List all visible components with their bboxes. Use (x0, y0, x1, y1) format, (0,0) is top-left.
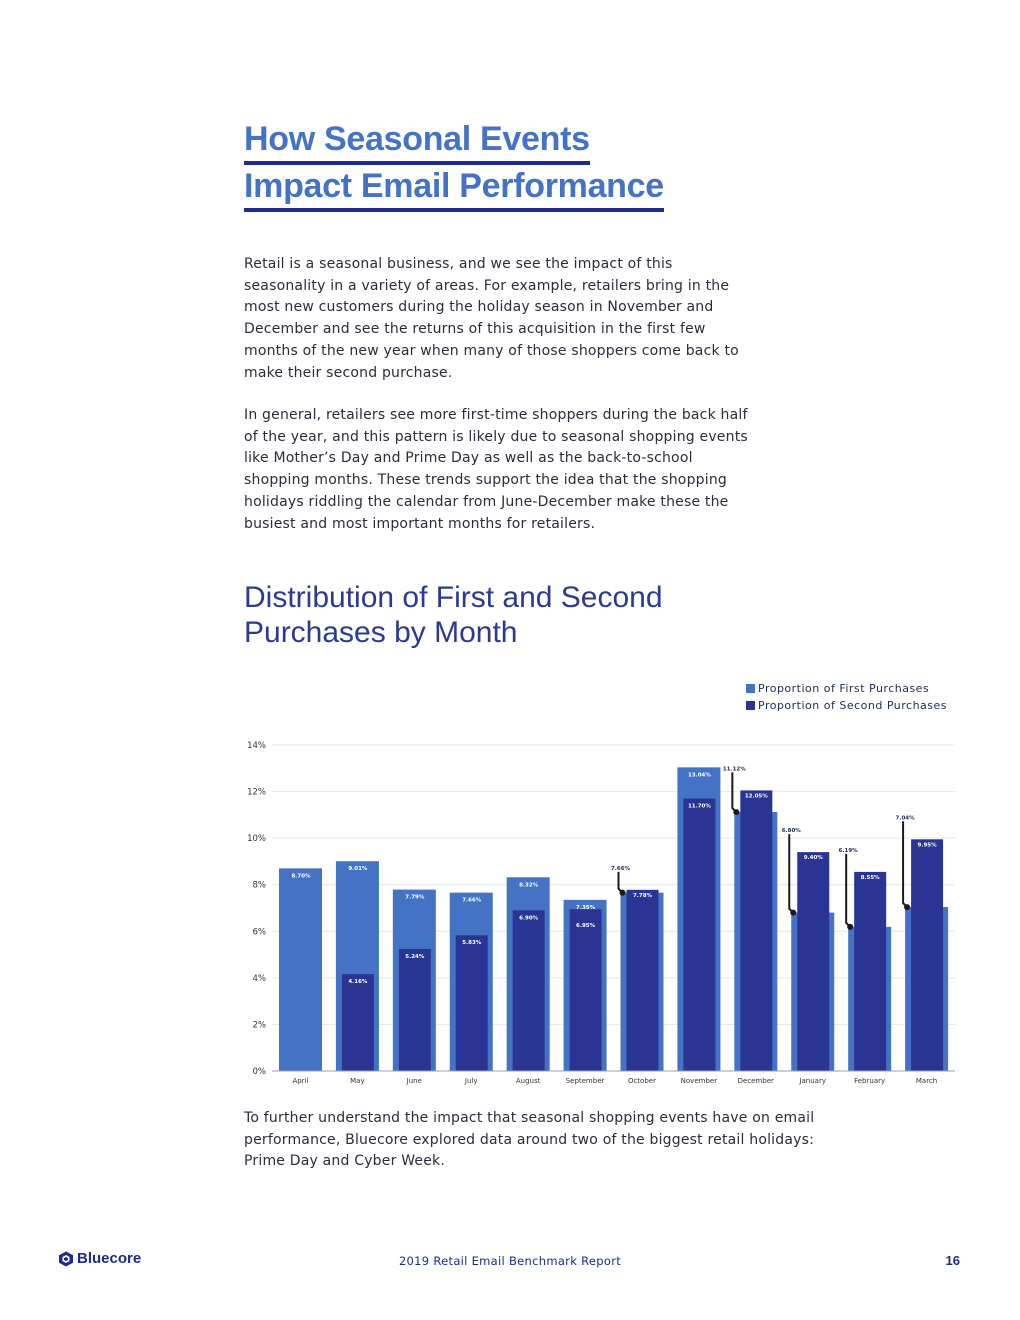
y-tick-label: 2% (252, 1020, 266, 1031)
data-label-first: 8.32% (519, 882, 539, 889)
page-title-line-2: Impact Email Performance (244, 165, 664, 212)
page-title-line-1: How Seasonal Events (244, 118, 590, 165)
legend-label-second: Proportion of Second Purchases (758, 699, 948, 712)
y-tick-label: 0% (252, 1067, 266, 1077)
callout-marker (847, 924, 853, 930)
callout-line (732, 772, 736, 812)
callout-line (846, 854, 850, 927)
x-tick-label: January (799, 1077, 826, 1085)
bar-second-august (513, 910, 545, 1071)
data-label-first: 7.35% (576, 904, 596, 911)
footer-report-title: 2019 Retail Email Benchmark Report (398, 1254, 622, 1268)
data-label-first: 7.04% (895, 815, 915, 822)
callout-marker (733, 809, 739, 815)
bar-second-december (740, 790, 772, 1071)
data-label-second: 8.55% (860, 874, 880, 881)
data-label-first: 13.04% (687, 772, 711, 779)
x-tick-label: August (515, 1077, 541, 1085)
callout-marker (620, 890, 626, 896)
callout-marker (904, 904, 910, 910)
bar-second-october (627, 890, 659, 1071)
callout-line (619, 872, 623, 893)
y-tick-label: 10% (247, 834, 266, 845)
data-label-second: 9.40% (803, 855, 823, 862)
bar-second-may (342, 974, 374, 1071)
y-tick-label: 6% (252, 927, 266, 938)
data-label-first: 7.79% (405, 894, 425, 901)
data-label-first: 8.70% (291, 873, 311, 880)
footer-brand: Bluecore (77, 1250, 142, 1267)
closing-paragraph: To further understand the impact that seasonal shopping events have on email performance, Bluecore explored data around two of the biggest retail holidays: Prime Day and Cyber Week. (244, 1110, 815, 1170)
bar-second-september (570, 909, 602, 1071)
x-tick-label: October (627, 1077, 656, 1085)
bar-first-april (279, 868, 322, 1071)
x-tick-label: November (680, 1077, 718, 1085)
intro-paragraph: Retail is a seasonal business, and we see the impact of this seasonality in a variety of areas. For example, retailers bring in the most new customers during the holiday season in November and December and see the returns of this acquisition in the first few months of the new year when many of those shoppers come back to make their second purchase. (244, 256, 739, 381)
x-tick-label: September (565, 1077, 605, 1085)
legend-label-first: Proportion of First Purchases (758, 682, 930, 695)
bar-second-november (683, 799, 715, 1071)
bar-second-june (399, 949, 431, 1071)
data-label-second: 5.83% (462, 940, 482, 947)
x-tick-label: April (292, 1077, 309, 1085)
x-tick-label: February (854, 1077, 886, 1085)
chart-heading: Distribution of First and Second Purchases by Month (244, 581, 663, 649)
data-label-first: 11.12% (722, 766, 746, 773)
data-label-second: 9.95% (917, 842, 937, 849)
bar-second-july (456, 935, 488, 1071)
bar-second-january (797, 852, 829, 1071)
data-label-first: 6.80% (781, 828, 801, 835)
x-tick-label: May (350, 1077, 365, 1085)
data-label-second: 12.05% (744, 793, 768, 800)
data-label-second: 6.90% (519, 915, 539, 922)
data-label-second: 11.70% (687, 803, 711, 810)
callout-line (789, 834, 793, 913)
y-tick-label: 4% (252, 973, 266, 984)
data-label-second: 5.24% (405, 953, 425, 960)
data-label-first: 7.66% (462, 897, 482, 904)
callout-line (903, 821, 907, 907)
data-label-first: 9.01% (348, 866, 368, 873)
y-tick-label: 8% (252, 880, 266, 891)
y-tick-label: 14% (247, 741, 266, 751)
x-tick-label: March (915, 1077, 938, 1085)
bar-second-march (911, 839, 943, 1071)
data-label-second: 4.16% (348, 979, 368, 986)
x-tick-label: June (406, 1077, 422, 1085)
x-tick-label: July (464, 1077, 478, 1085)
trend-paragraph: In general, retailers see more first-time shoppers during the back half of the year, and this pattern is likely due to seasonal shopping events like Mother’s Day and Prime Day as well as the back-to-school shopping months. These trends support the idea that the shopping holidays riddling the calendar from June-December make these the busiest and most important months for retailers. (244, 407, 748, 532)
callout-marker (790, 910, 796, 916)
bar-second-february (854, 872, 886, 1071)
x-tick-label: December (737, 1077, 774, 1085)
data-label-second: 6.95% (576, 923, 596, 930)
page-number: 16 (945, 1253, 960, 1268)
data-label-second: 7.78% (632, 892, 653, 899)
y-tick-label: 12% (247, 787, 266, 798)
data-label-first: 6.19% (838, 847, 858, 854)
data-label-first: 7.66% (610, 865, 631, 872)
